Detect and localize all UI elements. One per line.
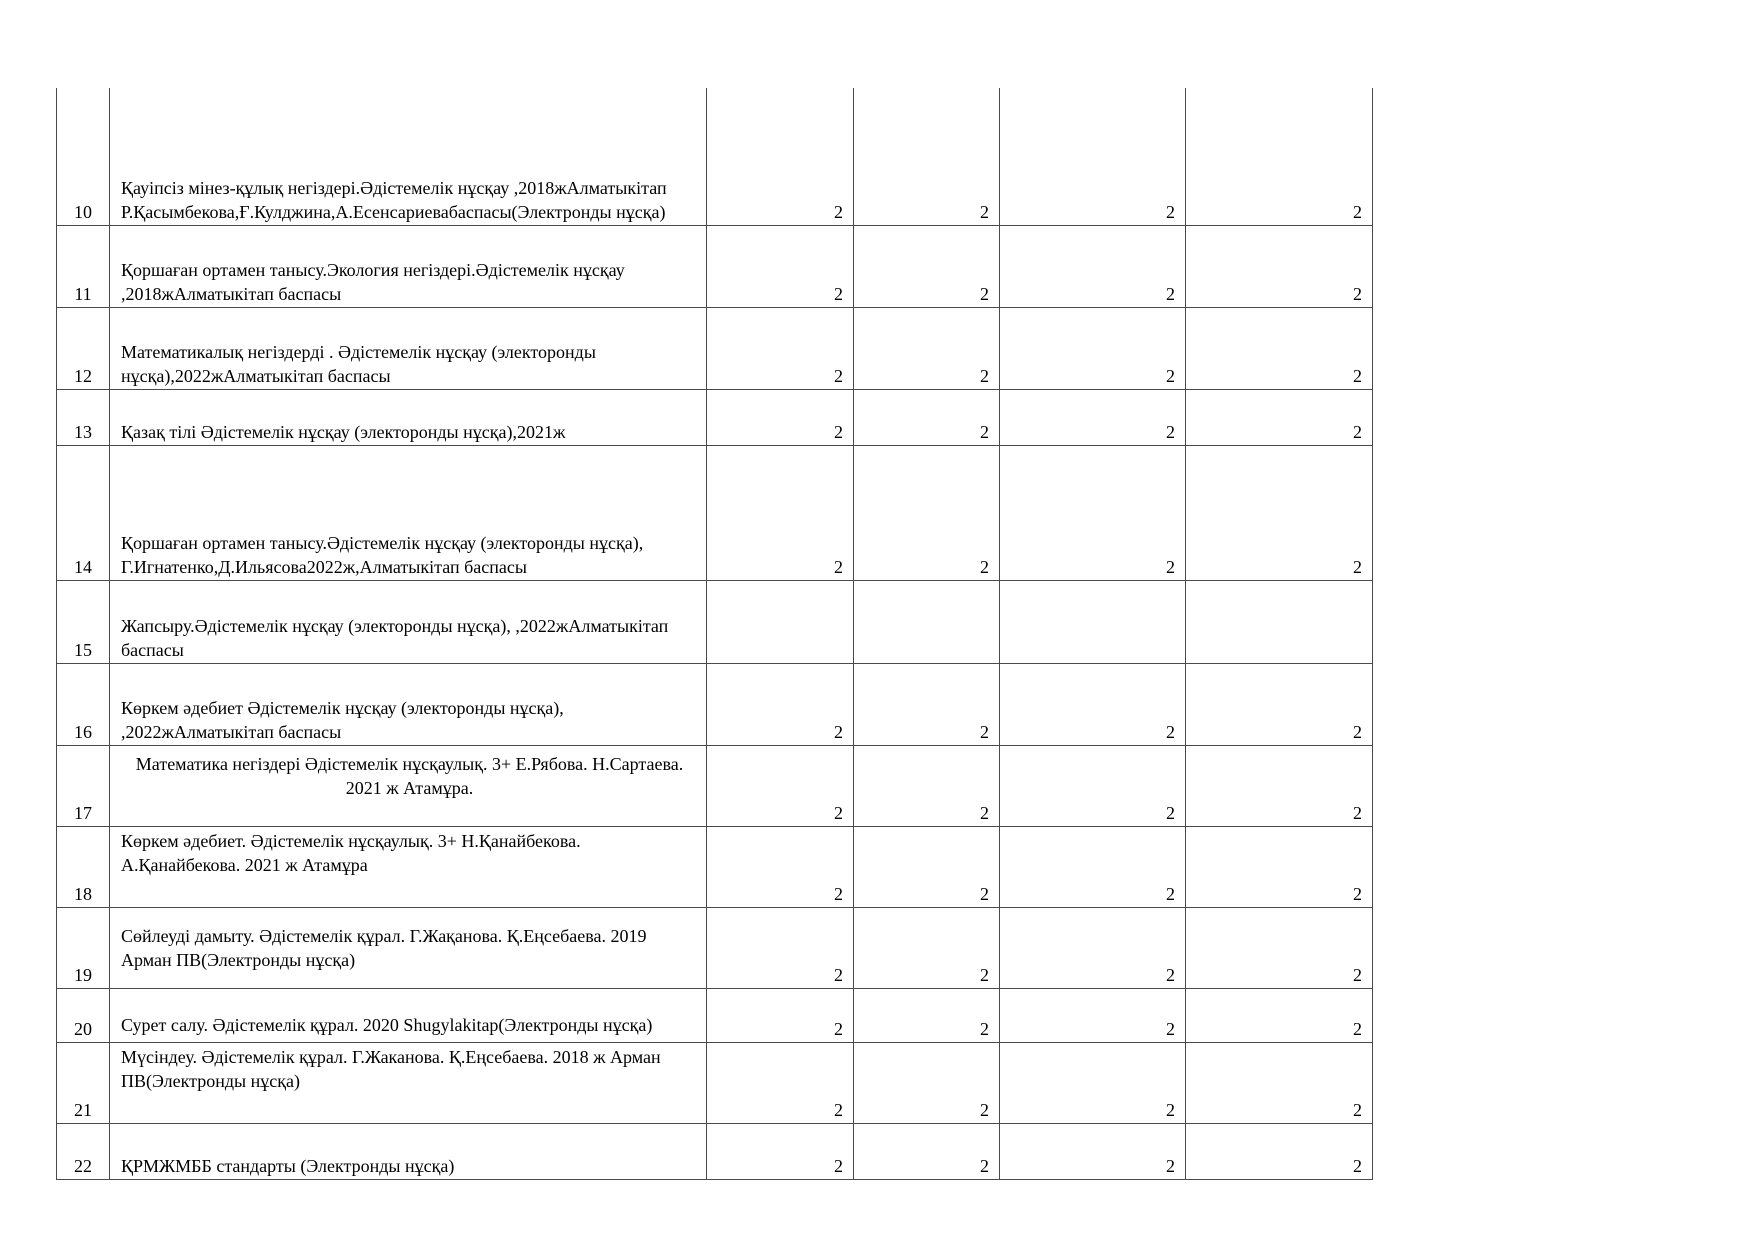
row-value: 2	[854, 389, 1000, 445]
row-value: 2	[707, 826, 854, 907]
table-row	[57, 1123, 1373, 1179]
row-value: 2	[854, 225, 1000, 307]
row-value	[854, 580, 1000, 663]
row-value: 2	[854, 445, 1000, 580]
row-title: Сөйлеуді дамыту. Әдістемелік құрал. Г.Жақанова. Қ.Еңсебаева. 2019 Арман ПВ(Электронды нұсқа)	[110, 907, 707, 988]
row-value: 2	[1000, 1123, 1186, 1179]
row-value: 2	[1000, 988, 1186, 1042]
row-value: 2	[707, 1123, 854, 1179]
row-value: 2	[707, 663, 854, 745]
row-value: 2	[854, 1123, 1000, 1179]
row-value: 2	[707, 389, 854, 445]
row-value: 2	[1000, 225, 1186, 307]
table-row	[57, 225, 1373, 307]
row-value: 2	[707, 745, 854, 826]
row-value: 2	[854, 826, 1000, 907]
row-value: 2	[1186, 745, 1373, 826]
table-row	[57, 663, 1373, 745]
row-number: 22	[57, 1123, 110, 1179]
row-value: 2	[1000, 307, 1186, 389]
row-value: 2	[1000, 1042, 1186, 1123]
row-value: 2	[707, 445, 854, 580]
table-row	[57, 988, 1373, 1042]
table-row	[57, 826, 1373, 907]
row-value: 2	[1000, 88, 1186, 225]
table-row	[57, 907, 1373, 988]
table-row	[57, 88, 1373, 225]
row-value: 2	[854, 907, 1000, 988]
row-value: 2	[707, 907, 854, 988]
row-value: 2	[1000, 663, 1186, 745]
table-row	[57, 307, 1373, 389]
row-value: 2	[854, 988, 1000, 1042]
row-value: 2	[1186, 445, 1373, 580]
row-title: Мүсіндеу. Әдістемелік құрал. Г.Жаканова. Қ.Еңсебаева. 2018 ж Арман ПВ(Электронды нұсқа)	[110, 1042, 707, 1123]
row-number: 10	[57, 88, 110, 225]
row-value	[1000, 580, 1186, 663]
row-title: Қоршаған ортамен танысу.Әдістемелік нұсқау (электоронды нұсқа), Г.Игнатенко,Д.Ильясова2022ж,Алматыкітап баспасы	[110, 445, 707, 580]
table-row	[57, 389, 1373, 445]
row-number: 13	[57, 389, 110, 445]
row-title: Көркем әдебиет. Әдістемелік нұсқаулық. 3+ Н.Қанайбекова. А.Қанайбекова. 2021 ж Атамұра	[110, 826, 707, 907]
row-value: 2	[1000, 445, 1186, 580]
row-number: 18	[57, 826, 110, 907]
table-row	[57, 445, 1373, 580]
row-value: 2	[1000, 389, 1186, 445]
row-value: 2	[1186, 88, 1373, 225]
row-value	[707, 580, 854, 663]
row-value: 2	[707, 1042, 854, 1123]
row-number: 11	[57, 225, 110, 307]
row-value: 2	[854, 88, 1000, 225]
row-number: 17	[57, 745, 110, 826]
row-value: 2	[854, 1042, 1000, 1123]
row-title: ҚРМЖМББ стандарты (Электронды нұсқа)	[110, 1123, 707, 1179]
row-number: 14	[57, 445, 110, 580]
row-value: 2	[707, 988, 854, 1042]
row-number: 15	[57, 580, 110, 663]
row-value: 2	[1186, 988, 1373, 1042]
row-value: 2	[707, 88, 854, 225]
row-title: Сурет салу. Әдістемелік құрал. 2020 Shugylakitap(Электронды нұсқа)	[110, 988, 707, 1042]
row-title: Қауіпсіз мінез-құлық негіздері.Әдістемелік нұсқау ,2018жАлматыкітап Р.Қасымбекова,Ғ.Кулджина,А.Есенсариевабаспасы(Электронды нұсқа)	[110, 88, 707, 225]
row-title: Жапсыру.Әдістемелік нұсқау (электоронды нұсқа), ,2022жАлматыкітап баспасы	[110, 580, 707, 663]
row-value: 2	[854, 307, 1000, 389]
row-value: 2	[1186, 663, 1373, 745]
row-value: 2	[1186, 1123, 1373, 1179]
row-value: 2	[1186, 1042, 1373, 1123]
table-row	[57, 745, 1373, 826]
table-row	[57, 1042, 1373, 1123]
row-number: 20	[57, 988, 110, 1042]
row-value	[1186, 580, 1373, 663]
row-number: 21	[57, 1042, 110, 1123]
row-number: 19	[57, 907, 110, 988]
row-title: Қазақ тілі Әдістемелік нұсқау (электоронды нұсқа),2021ж	[110, 389, 707, 445]
row-value: 2	[1186, 389, 1373, 445]
table-row	[57, 580, 1373, 663]
row-title: Көркем әдебиет Әдістемелік нұсқау (электоронды нұсқа), ,2022жАлматыкітап баспасы	[110, 663, 707, 745]
row-value: 2	[1186, 907, 1373, 988]
row-title: Математикалық негіздерді . Әдістемелік нұсқау (электоронды нұсқа),2022жАлматыкітап баспасы	[110, 307, 707, 389]
row-value: 2	[707, 225, 854, 307]
row-value: 2	[1000, 745, 1186, 826]
resource-table	[56, 88, 1373, 1180]
row-value: 2	[707, 307, 854, 389]
row-title: Қоршаған ортамен танысу.Экология негіздері.Әдістемелік нұсқау ,2018жАлматыкітап баспасы	[110, 225, 707, 307]
row-value: 2	[1000, 907, 1186, 988]
row-value: 2	[1186, 225, 1373, 307]
row-number: 12	[57, 307, 110, 389]
row-title: Математика негіздері Әдістемелік нұсқаулық. 3+ Е.Рябова. Н.Сартаева. 2021 ж Атамұра.	[110, 745, 707, 826]
row-value: 2	[1000, 826, 1186, 907]
row-value: 2	[854, 663, 1000, 745]
row-value: 2	[854, 745, 1000, 826]
row-number: 16	[57, 663, 110, 745]
row-value: 2	[1186, 826, 1373, 907]
row-value: 2	[1186, 307, 1373, 389]
